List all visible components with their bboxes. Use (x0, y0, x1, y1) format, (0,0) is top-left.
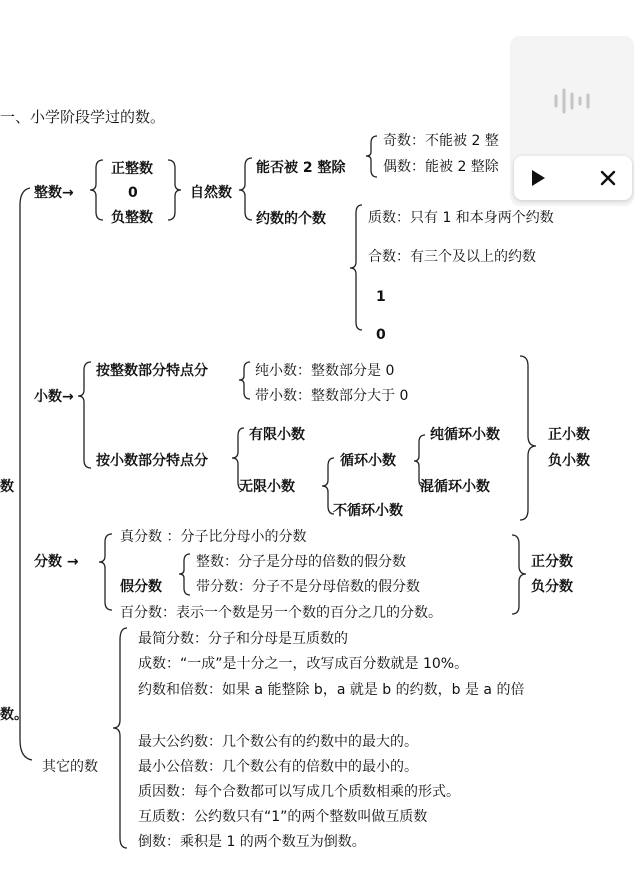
number-zero: 0 (376, 327, 386, 343)
others-item: 约数和倍数：如果 a 能整除 b，a 就是 b 的约数，b 是 a 的倍 (138, 682, 525, 698)
mixed-recurring: 混循环小数 (420, 479, 490, 495)
page-title: 一、小学阶段学过的数。 (0, 108, 166, 126)
others-item: 质因数：每个合数都可以写成几个质数相乘的形式。 (138, 784, 460, 800)
negative-decimal: 负小数 (548, 453, 590, 469)
others-item: 互质数：公约数只有“1”的两个整数叫做互质数 (138, 809, 428, 825)
others-item: 成数：“一成”是十分之一，改写成百分数就是 10%。 (138, 656, 469, 672)
composite-number: 合数：有三个及以上的约数 (368, 249, 536, 265)
others-label: 其它的数 (42, 759, 98, 775)
positive-fraction: 正分数 (531, 554, 573, 570)
number-one: 1 (376, 289, 386, 305)
whole-fraction: 整数：分子是分母的倍数的假分数 (196, 554, 406, 570)
mixed-fraction: 带分数：分子不是分母倍数的假分数 (196, 579, 420, 595)
odd-number: 奇数：不能被 2 整 (383, 133, 499, 149)
cut-label-bottom: 数。 (0, 707, 28, 723)
negative-fraction: 负分数 (531, 579, 573, 595)
by-integer-part: 按整数部分特点分 (96, 363, 208, 379)
even-number: 偶数：能被 2 整除 (383, 159, 499, 175)
others-item: 最小公倍数：几个数公有的倍数中的最小的。 (138, 759, 418, 775)
others-item: 最大公约数：几个数公有的约数中的最大的。 (138, 734, 418, 750)
play-button[interactable] (524, 164, 552, 192)
recurring-decimal: 循环小数 (340, 453, 396, 469)
close-icon (600, 170, 616, 186)
play-icon (530, 169, 546, 187)
positive-integer: 正整数 (111, 161, 153, 177)
improper-fraction: 假分数 (120, 579, 162, 595)
negative-integer: 负整数 (111, 210, 153, 226)
by-decimal-part: 按小数部分特点分 (96, 453, 208, 469)
natural-number: 自然数 (190, 185, 232, 201)
others-item: 最简分数：分子和分母是互质数的 (138, 631, 348, 647)
close-button[interactable] (594, 164, 622, 192)
fractions-label: 分数 → (34, 554, 79, 570)
divisible-by-two: 能否被 2 整除 (256, 160, 346, 176)
infinite-decimal: 无限小数 (239, 479, 295, 495)
non-recurring: 不循环小数 (333, 503, 403, 519)
prime-number: 质数：只有 1 和本身两个约数 (368, 210, 554, 226)
positive-decimal: 正小数 (548, 427, 590, 443)
proper-fraction: 真分数 ：分子比分母小的分数 (120, 529, 307, 545)
player-controls (514, 156, 632, 200)
pure-recurring: 纯循环小数 (430, 427, 500, 443)
decimals-label: 小数→ (34, 389, 74, 405)
finite-decimal: 有限小数 (249, 427, 305, 443)
mixed-decimal: 带小数：整数部分大于 0 (255, 388, 409, 404)
integers-label: 整数→ (34, 185, 74, 201)
cut-label-mid: 数 (0, 479, 14, 495)
pure-decimal: 纯小数：整数部分是 0 (255, 363, 395, 379)
factor-count: 约数的个数 (256, 211, 326, 227)
voice-wave-icon (552, 86, 592, 116)
zero-integer: 0 (128, 185, 138, 201)
others-item: 倒数：乘积是 1 的两个数互为倒数。 (138, 834, 366, 850)
percent-fraction: 百分数：表示一个数是另一个数的百分之几的分数。 (120, 605, 442, 621)
